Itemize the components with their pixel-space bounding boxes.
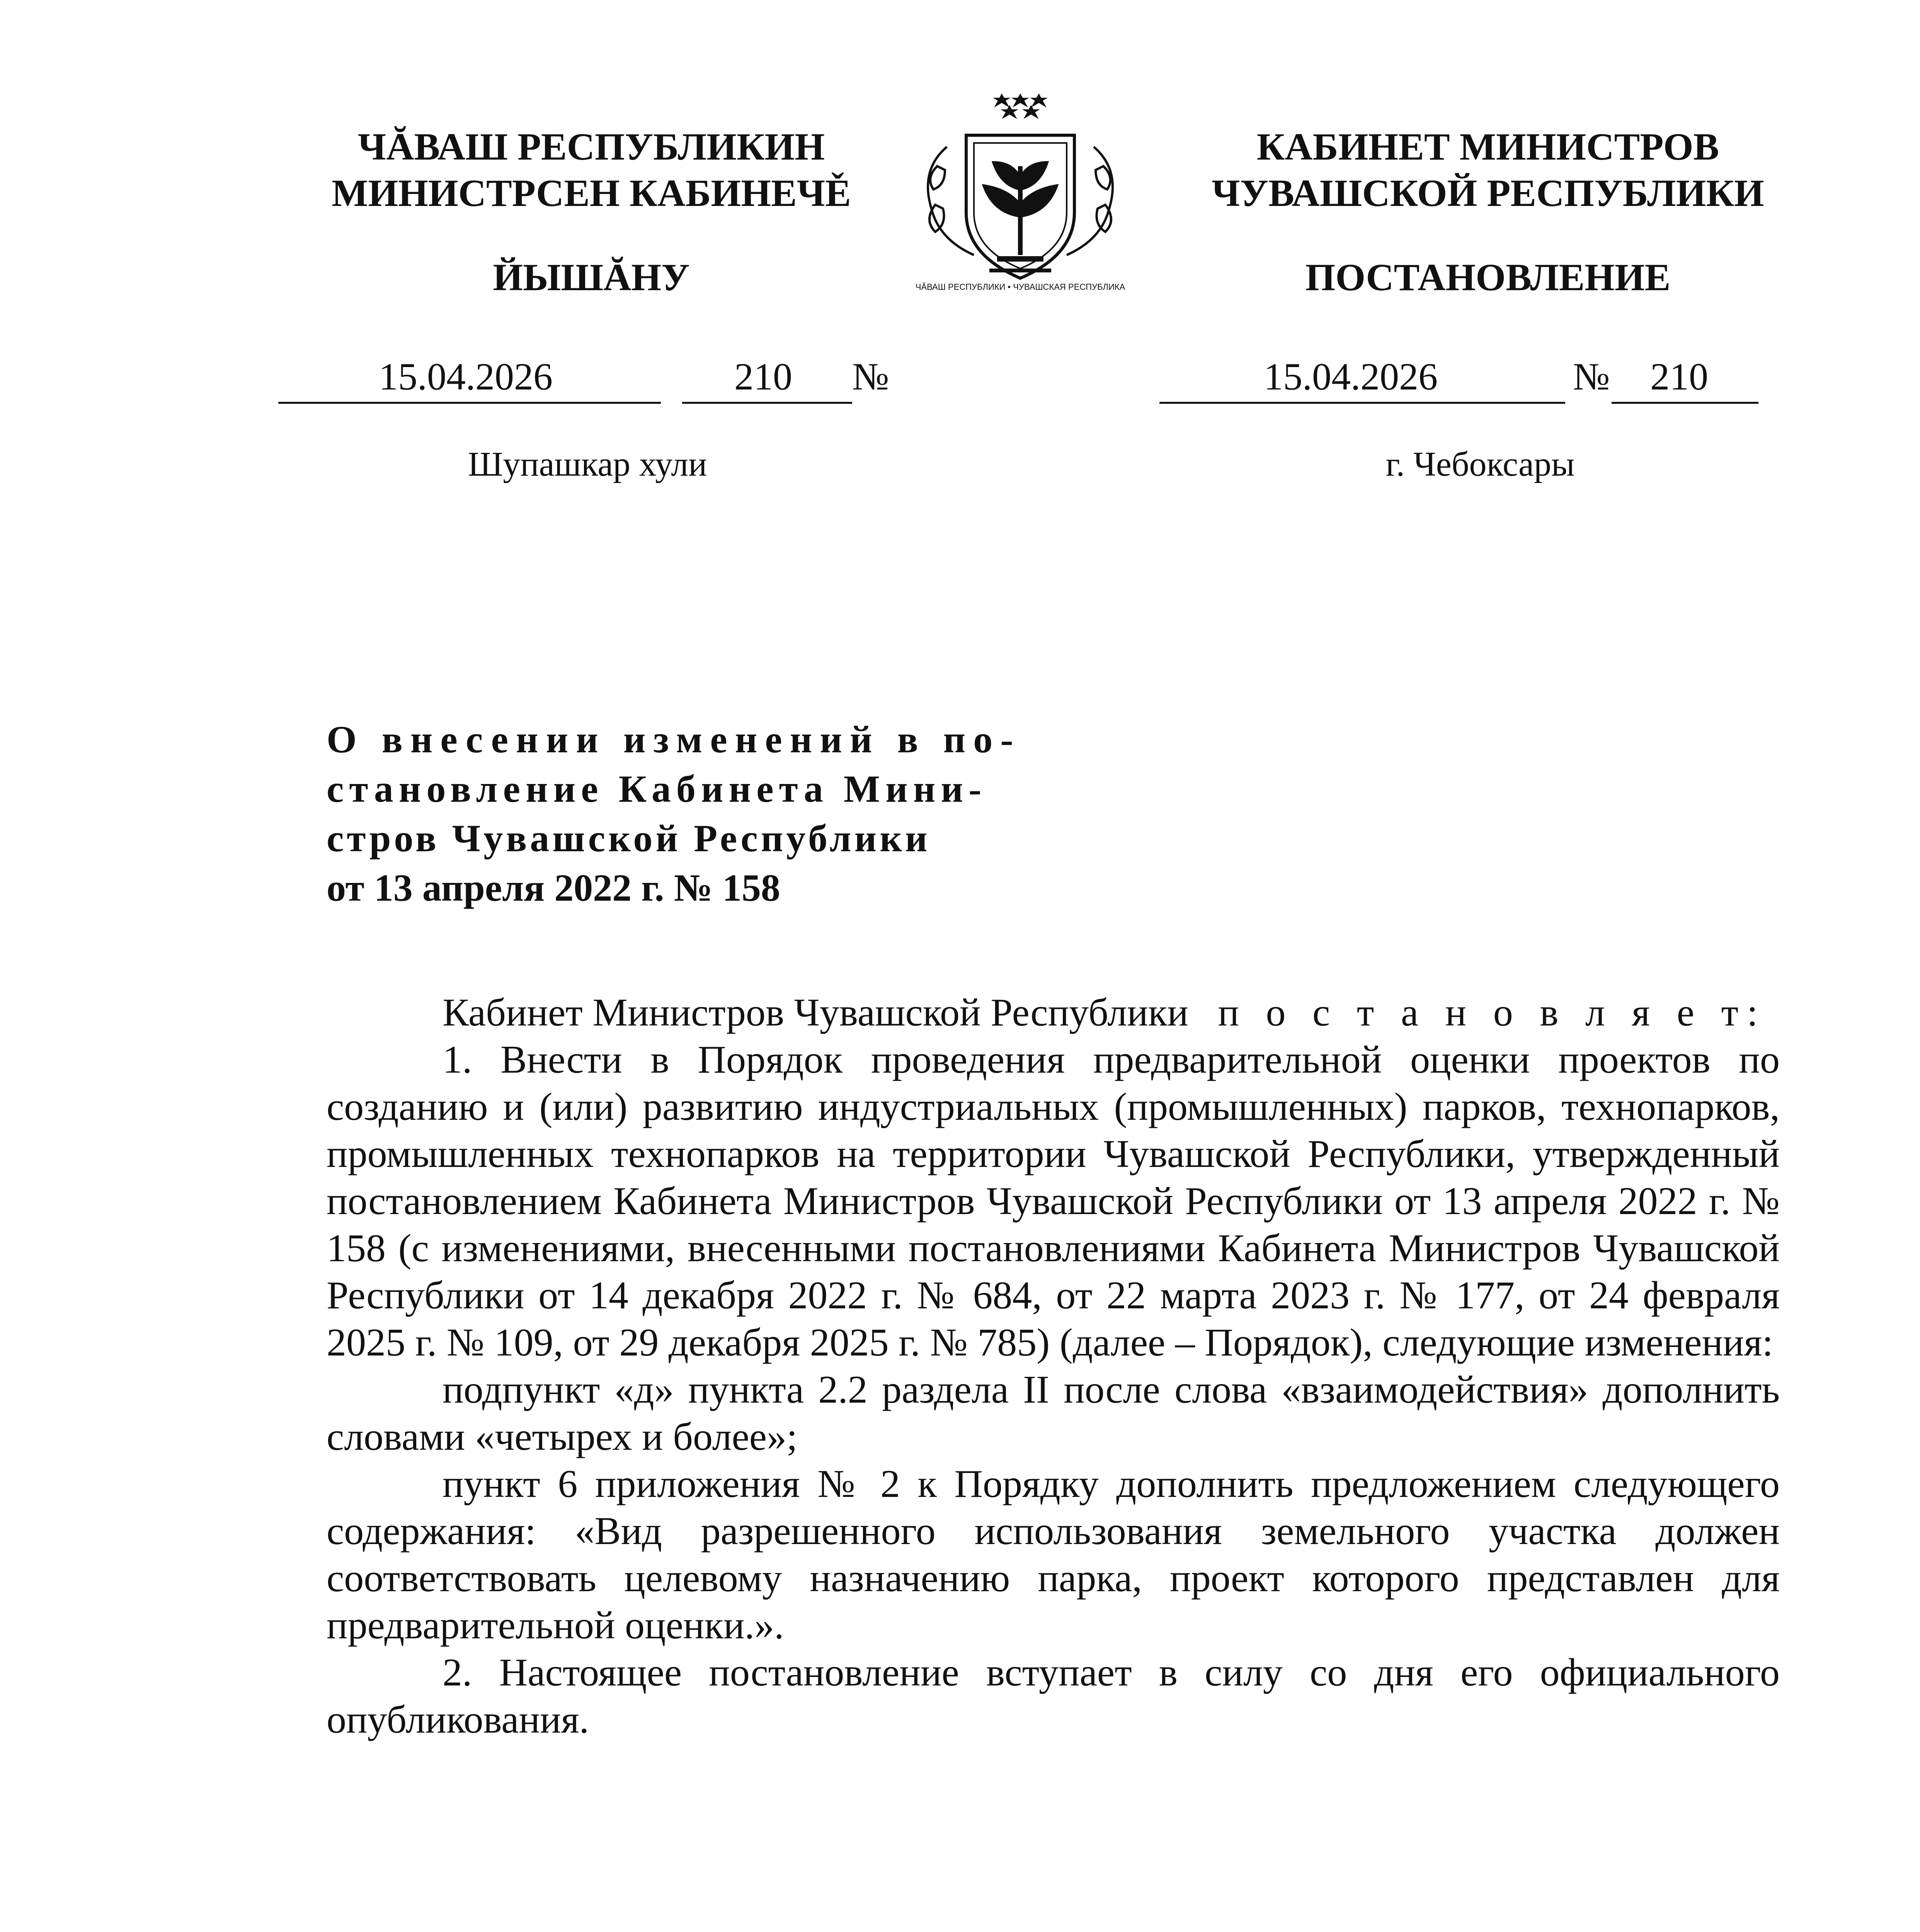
city-left: Шупашкар хули — [468, 445, 707, 483]
document-subject — [327, 715, 1021, 913]
subject-line4: от 13 апреля 2022 г. № 158 — [327, 866, 780, 909]
right-number-underline — [1612, 402, 1758, 404]
left-date: 15.04.2026 — [379, 355, 553, 398]
header-left-line2: МИНИСТРСЕН КАБИНЕЧĚ — [332, 172, 851, 214]
body-resolves: п о с т а н о в л я е т: — [1218, 991, 1767, 1034]
emblem-motto: ЧĂВАШ РЕСПУБЛИКИ • ЧУВАШСКАЯ РЕСПУБЛИКА — [915, 282, 1125, 292]
city-right: г. Чебоксары — [1386, 445, 1575, 483]
header-left — [286, 124, 897, 216]
subject-line3: стров Чувашской Республики — [327, 817, 931, 860]
right-date-underline — [1159, 402, 1565, 404]
body-intro — [327, 989, 1780, 1036]
coat-of-arms-emblem — [900, 89, 1140, 305]
left-number: 210 — [734, 355, 792, 398]
body-paragraph-4: 2. Настоящее постановление вступает в силу со дня его официального опубликования. — [327, 1651, 1780, 1742]
right-number-sign: № — [1573, 355, 1610, 398]
right-number: 210 — [1650, 355, 1708, 398]
body-paragraph-1: 1. Внести в Порядок проведения предварительной оценки проектов по созданию и (или) развитию индустриальных (промышленных) парков, технопарков, промышленных технопарков на территории Чувашской Республики, утвержденный постановлением Кабинета Министров Чувашской Республики от 13 апреля 2022 г. № 158 (с изменениями, внесенными постановлениями Кабинета Министров Чувашской Республики от 14 декабря 2022 г. № 684, от 22 марта 2023 г. № 177, от 24 февраля 2025 г. № 109, от 29 декабря 2025 г. № 785) (далее – Порядок), следующие изменения: — [327, 1038, 1780, 1364]
header-right-line1: КАБИНЕТ МИНИСТРОВ — [1256, 125, 1719, 168]
header-left-line1: ЧĂВАШ РЕСПУБЛИКИН — [357, 125, 825, 168]
subject-line1: О внесении изменений в по- — [327, 718, 1021, 761]
header-right — [1159, 124, 1816, 216]
body-paragraph-2: подпункт «д» пункта 2.2 раздела II после слова «взаимодействия» дополнить словами «четырех и более»; — [327, 1368, 1780, 1459]
body-intro-text: Кабинет Министров Чувашской Республики — [443, 991, 1188, 1034]
emblem-stars — [997, 96, 1043, 116]
header-left-title: ЙЫШĂНУ — [493, 256, 690, 299]
left-date-underline — [278, 402, 661, 404]
left-number-sign: № — [852, 355, 889, 398]
header-right-title: ПОСТАНОВЛЕНИЕ — [1305, 256, 1671, 299]
handwritten-signature — [680, 1924, 1028, 1932]
left-number-underline — [682, 402, 852, 404]
body-paragraph-3: пункт 6 приложения № 2 к Порядку дополнить предложением следующего содержания: «Вид разрешенного использования земельного участка должен соответствовать целевому назначению парка, проект которого представлен для предварительной оценки.». — [327, 1462, 1780, 1647]
subject-line2: становление Кабинета Мини- — [327, 767, 987, 810]
right-date: 15.04.2026 — [1264, 355, 1438, 398]
document-body — [327, 989, 1780, 1743]
header-right-line2: ЧУВАШСКОЙ РЕСПУБЛИКИ — [1212, 172, 1764, 214]
